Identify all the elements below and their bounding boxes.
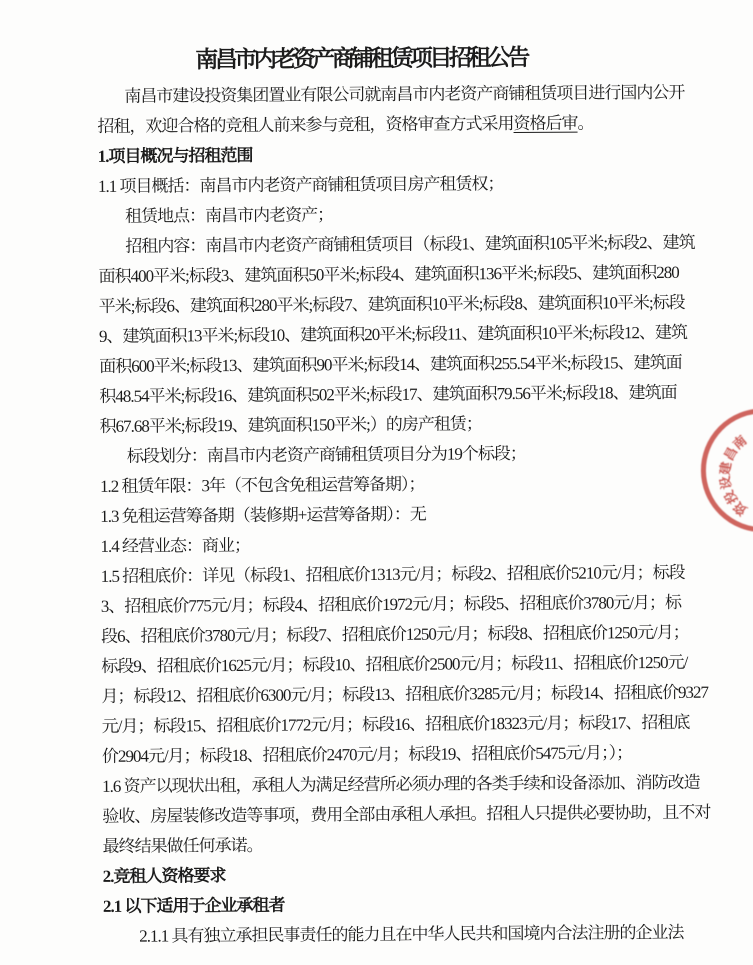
- text-segment: 。: [577, 113, 594, 133]
- text-line: 2.1.1 具有独立承担民事责任的能力且在中华人民共和国境内合法注册的企业法: [139, 922, 684, 946]
- text-line: 面积400平米;标段3、建筑面积50平米;标段4、建筑面积136平米;标段5、建筑面积280: [98, 262, 679, 286]
- text-line: 段6、招租底价3780元/月；标段7、招租底价1250元/月；标段8、招租底价1250元/月；: [101, 622, 689, 646]
- text-line: 平米;标段6、建筑面积280平米;标段7、建筑面积10平米;标段8、建筑面积10平米;标段: [98, 292, 685, 316]
- text-line: 1.1 项目概括：南昌市内老资产商铺租赁项目房产租赁权；: [97, 174, 504, 196]
- seal-arc-character: 投: [721, 487, 742, 507]
- text-line: 南昌市建设投资集团置业有限公司就南昌市内老资产商铺租赁项目进行国内公开: [124, 82, 685, 106]
- document-title: 南昌市内老资产商铺租赁项目招租公告: [195, 44, 527, 74]
- text-line: [97, 108, 697, 142]
- seal-arc-character: 资: [731, 498, 751, 518]
- text-line: 积67.68平米;标段19、建筑面积150平米;）的房产租赁；: [99, 414, 482, 436]
- text-line: 租赁地点：南昌市内老资产；: [125, 205, 334, 226]
- seal-arc-character: 南: [730, 432, 751, 453]
- text-line: 元/月；标段15、招租底价1772元/月；标段16、招租底价18323元/月；标段17、招租底: [101, 712, 690, 736]
- text-line: 1.5 招租底价：详见（标段1、招租底价1313元/月；标段2、招租底价5210元/月；标段: [100, 562, 685, 586]
- seal-arc-character: 昌: [721, 444, 741, 464]
- text-line: 价2904元/月；标段18、招租底价2470元/月；标段19、招租底价5475元/月；）；: [101, 743, 633, 766]
- section-heading-line: 1.项目概况与招租范围: [97, 145, 253, 166]
- text-line: 标段9、招租底价1625元/月；标段10、招租底价2500元/月；标段11、招租底价1250元/: [101, 652, 688, 676]
- underlined-text: 资格后审: [513, 113, 578, 134]
- text-line: 1.2 租赁年限：3年（不包含免租运营筹备期）；: [99, 474, 425, 496]
- document-content: [97, 42, 711, 952]
- text-line: 招租内容：南昌市内老资产商铺租赁项目（标段1、建筑面积105平米;标段2、建筑: [125, 232, 695, 256]
- text-segment: 招租，欢迎合格的竞租人前来参与竞租，资格审查方式采用: [97, 114, 514, 136]
- text-line: 1.4 经营业态：商业；: [100, 535, 251, 556]
- text-line: 验收、房屋装修改造等事项，费用全部由承租人承担。招租人只提供必要协助，且不对: [102, 802, 711, 826]
- text-line: 1.6 资产以现状出租，承租人为满足经营所必须办理的各类手续和设备添加、消防改造: [102, 772, 700, 796]
- seal-arc-character: 建: [717, 460, 735, 476]
- text-line: 积48.54平米;标段16、建筑面积502平米;标段17、建筑面积79.56平米;标段18、建筑面: [99, 382, 677, 406]
- document-body: [97, 78, 711, 952]
- seal-arc-character: 设: [717, 475, 735, 491]
- official-seal: [700, 408, 753, 533]
- text-line: 最终结果做任何承诺。: [102, 835, 263, 856]
- text-line: 面积600平米;标段13、建筑面积90平米;标段14、建筑面积255.54平米;标段15、建筑面: [99, 352, 682, 376]
- text-line: 月；标段12、招租底价6300元/月；标段13、招租底价3285元/月；标段14、招租底价9327: [101, 682, 708, 706]
- text-line: 标段划分：南昌市内老资产商铺租赁项目分为19个标段；: [126, 443, 526, 466]
- section-heading-line: 2.1 以下适用于企业承租者: [102, 895, 285, 916]
- text-line: 1.3 免租运营筹备期（装修期+运营筹备期）：无: [100, 504, 426, 526]
- section-heading-line: 2.竞租人资格要求: [102, 866, 226, 886]
- text-line: 9、建筑面积13平米;标段10、建筑面积20平米;标段11、建筑面积10平米;标段12、建筑: [98, 322, 688, 346]
- text-line: 3、招租底价775元/月；标段4、招租底价1972元/月；标段5、招租底价3780元/月；标: [100, 592, 682, 616]
